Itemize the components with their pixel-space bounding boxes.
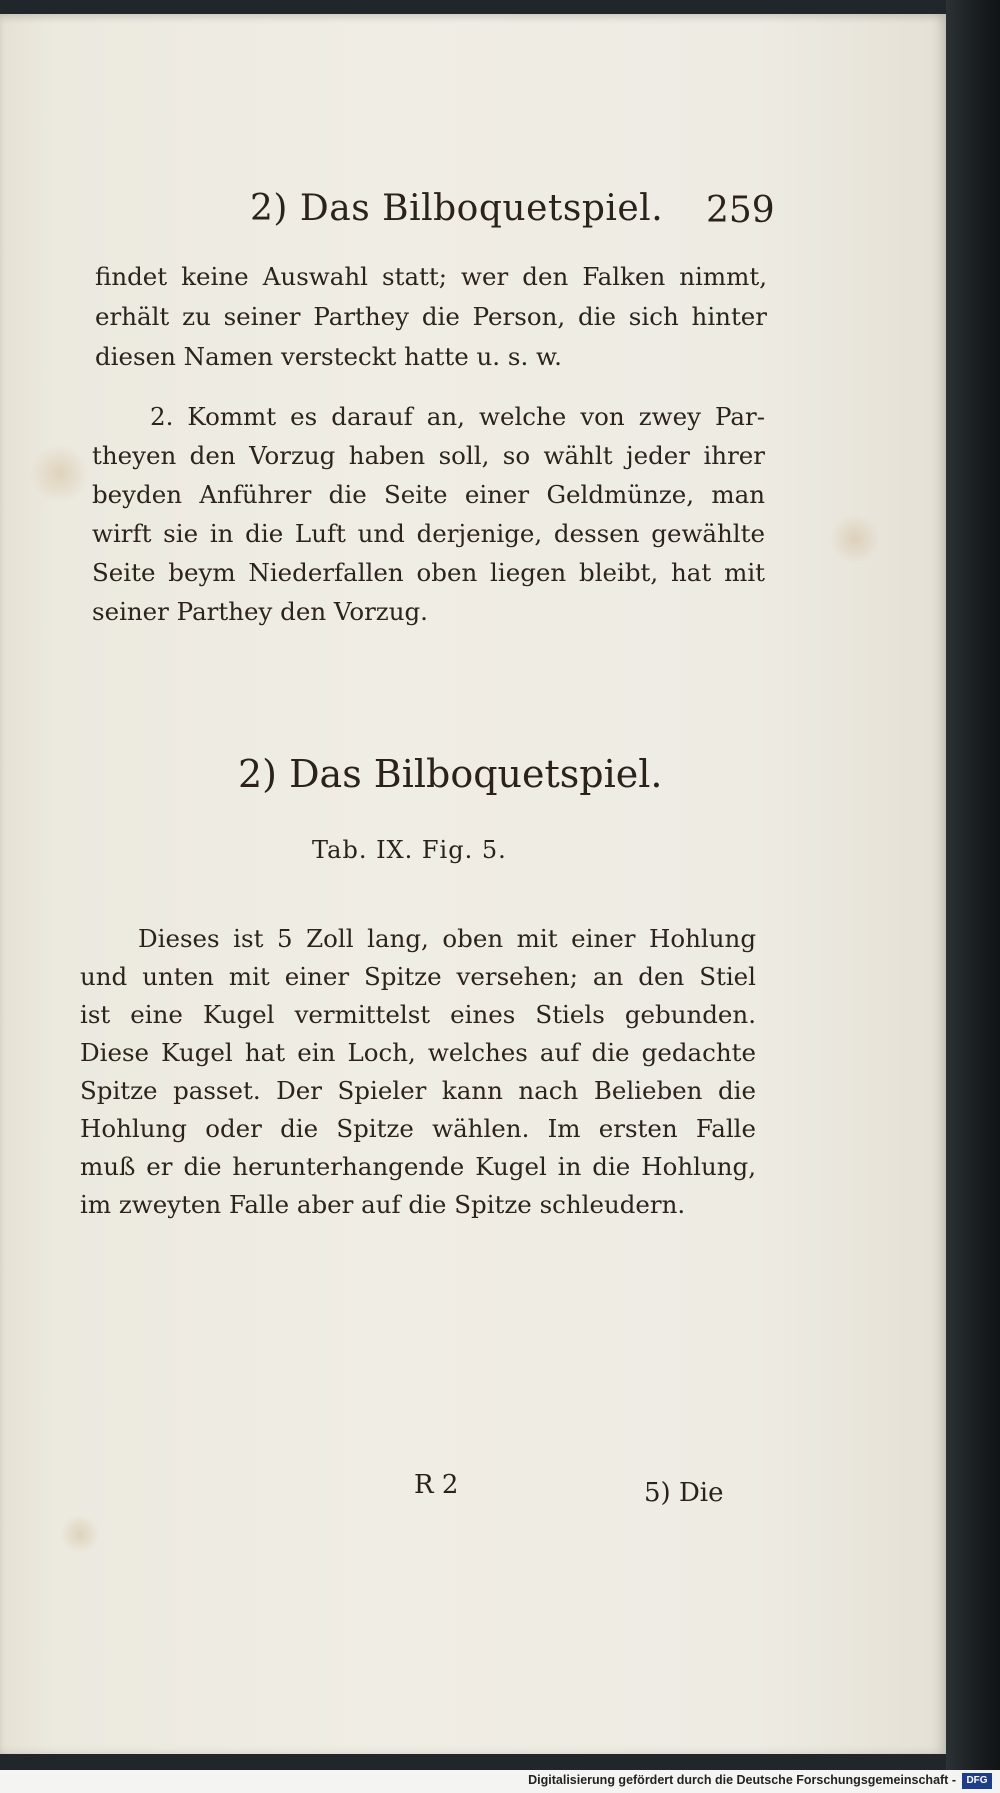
dfg-logo: DFG bbox=[962, 1773, 992, 1789]
text-line: wirft sie in die Luft und derjenige, dessen gewählte bbox=[92, 519, 765, 548]
text-line: diesen Namen versteckt hatte u. s. w. bbox=[95, 342, 562, 371]
figure-reference: Tab. IX. Fig. 5. bbox=[312, 836, 507, 864]
section-heading: 2) Das Bilboquetspiel. bbox=[238, 752, 663, 796]
text-line: beyden Anführer die Seite einer Geldmünze, man bbox=[92, 480, 765, 509]
text-line: Spitze passet. Der Spieler kann nach Belieben die bbox=[80, 1076, 756, 1105]
text-line: seiner Parthey den Vorzug. bbox=[92, 597, 428, 626]
catchword: 5) Die bbox=[644, 1478, 724, 1508]
text-line: 2. Kommt es darauf an, welche von zwey Par- bbox=[150, 402, 765, 431]
text-line: findet keine Auswahl statt; wer den Falken nimmt, bbox=[95, 262, 767, 291]
text-line: erhält zu seiner Parthey die Person, die sich hinter bbox=[95, 302, 767, 331]
paper-stain bbox=[830, 514, 880, 564]
signature-mark: R 2 bbox=[414, 1470, 459, 1500]
text-line: im zweyten Falle aber auf die Spitze schleudern. bbox=[80, 1190, 686, 1219]
text-line: theyen den Vorzug haben soll, so wählt jeder ihrer bbox=[92, 441, 765, 470]
text-line: und unten mit einer Spitze versehen; an den Stiel bbox=[80, 962, 756, 991]
running-head: 2) Das Bilboquetspiel. bbox=[250, 188, 664, 229]
paper-stain bbox=[60, 1514, 100, 1554]
text-line: Hohlung oder die Spitze wählen. Im ersten Falle bbox=[80, 1114, 756, 1143]
book-spine bbox=[946, 0, 1000, 1793]
text-line: ist eine Kugel vermittelst eines Stiels gebunden. bbox=[80, 1000, 756, 1029]
digitization-credit: Digitalisierung gefördert durch die Deutsche Forschungsgemeinschaft - bbox=[528, 1773, 956, 1787]
text-line: Diese Kugel hat ein Loch, welches auf die gedachte bbox=[80, 1038, 756, 1067]
text-line: muß er die herunterhangende Kugel in die Hohlung, bbox=[80, 1152, 756, 1181]
text-line: Seite beym Niederfallen oben liegen bleibt, hat mit bbox=[92, 558, 765, 587]
paper-stain bbox=[30, 444, 90, 504]
page-number: 259 bbox=[706, 190, 775, 231]
text-line: Dieses ist 5 Zoll lang, oben mit einer Hohlung bbox=[138, 924, 756, 953]
